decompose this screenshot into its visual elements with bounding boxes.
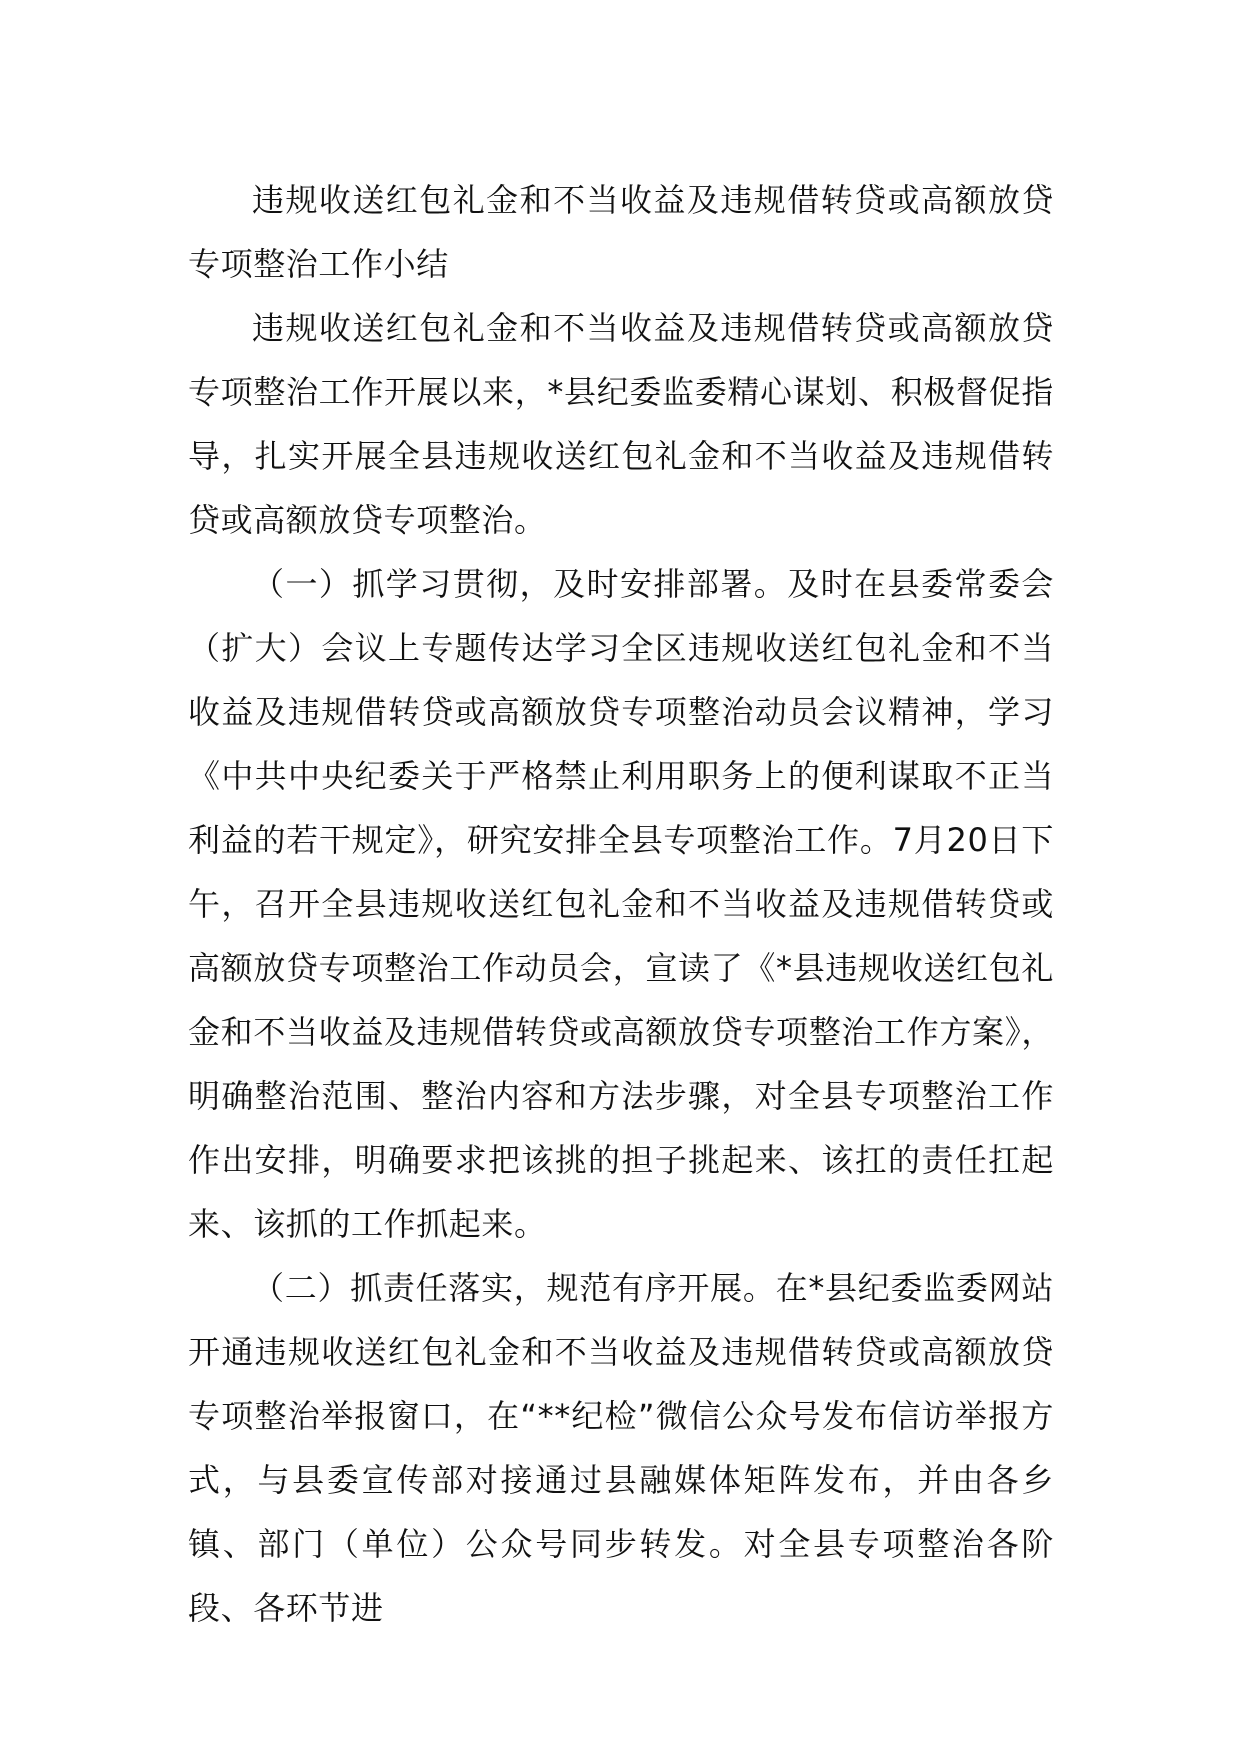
paragraph-section-one: （一）抓学习贯彻，及时安排部署。及时在县委常委会（扩大）会议上专题传达学习全区违规收送红包礼金和不当收益及违规借转贷或高额放贷专项整治动员会议精神，学习《中共中央纪委关于严格禁止利用职务上的便利谋取不正当利益的若干规定》，研究安排全县专项整治工作。7月20日下午，召开全县违规收送红包礼金和不当收益及违规借转贷或高额放贷专项整治工作动员会，宣读了《*县违规收送红包礼金和不当收益及违规借转贷或高额放贷专项整治工作方案》，明确整治范围、整治内容和方法步骤，对全县专项整治工作作出安排，明确要求把该挑的担子挑起来、该扛的责任扛起来、该抓的工作抓起来。	[188, 565, 1054, 1243]
paragraph-intro: 违规收送红包礼金和不当收益及违规借转贷或高额放贷专项整治工作开展以来，*县纪委监委精心谋划、积极督促指导，扎实开展全县违规收送红包礼金和不当收益及违规借转贷或高额放贷专项整治。	[188, 309, 1054, 539]
document-title: 违规收送红包礼金和不当收益及违规借转贷或高额放贷专项整治工作小结	[188, 181, 1054, 283]
paragraph-section-two: （二）抓责任落实，规范有序开展。在*县纪委监委网站开通违规收送红包礼金和不当收益及违规借转贷或高额放贷专项整治举报窗口，在“**纪检”微信公众号发布信访举报方式，与县委宣传部对接通过县融媒体矩阵发布，并由各乡镇、部门（单位）公众号同步转发。对全县专项整治各阶段、各环节进	[188, 1269, 1054, 1627]
